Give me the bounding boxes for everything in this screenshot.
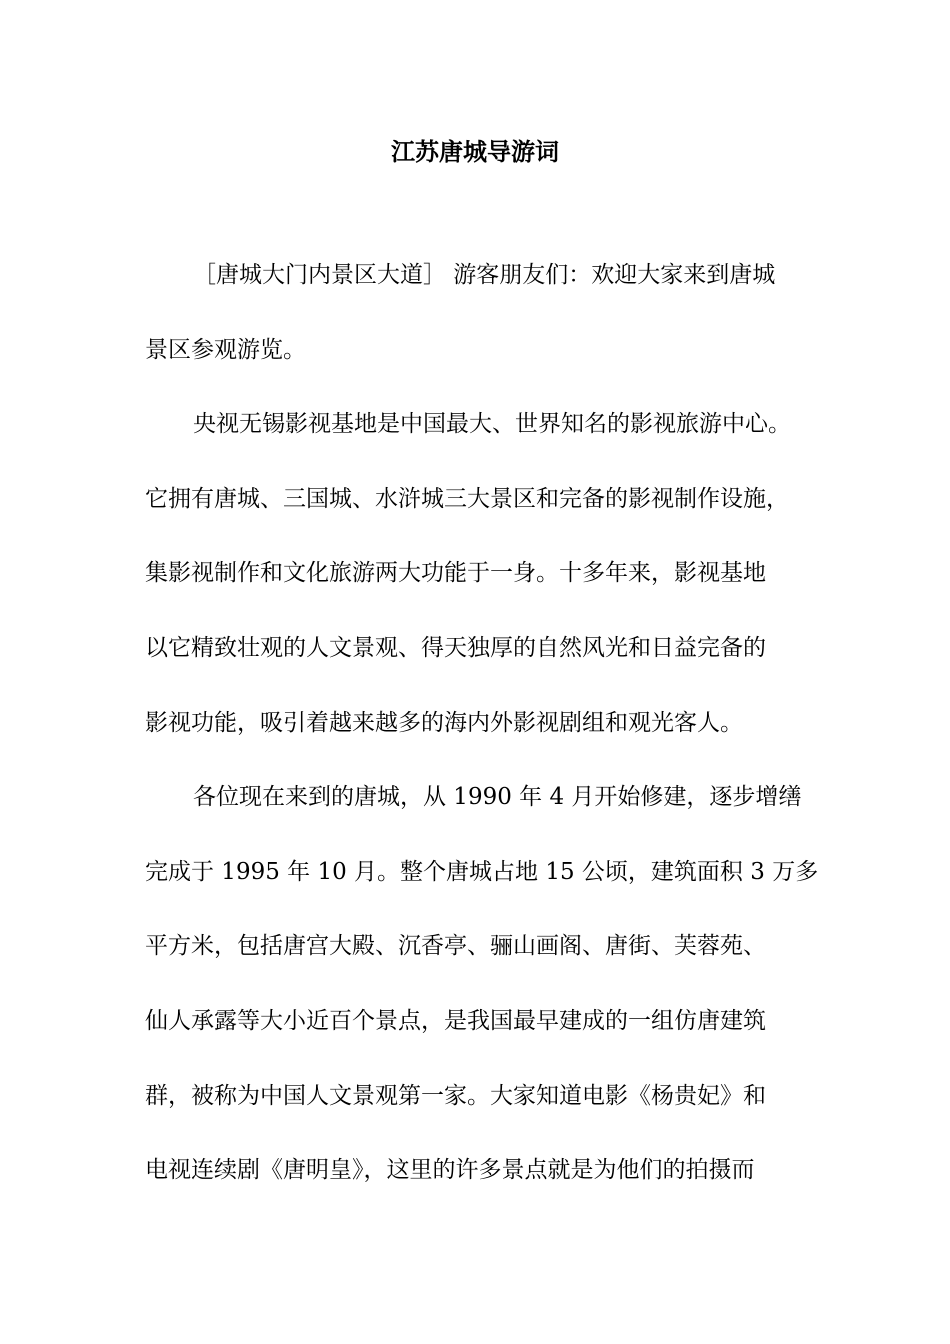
paragraph-2-line-2: 它拥有唐城、三国城、水浒城三大景区和完备的影视制作设施， — [145, 486, 789, 512]
paragraph-3-line-3: 平方米，包括唐宫大殿、沉香亭、骊山画阁、唐街、芙蓉苑、 — [145, 933, 766, 959]
paragraph-2-line-4: 以它精致壮观的人文景观、得天独厚的自然风光和日益完备的 — [145, 635, 766, 661]
document-title: 江苏唐城导游词 — [391, 137, 559, 166]
paragraph-2-line-3: 集影视制作和文化旅游两大功能于一身。十多年来，影视基地 — [145, 560, 766, 586]
paragraph-3-line-6: 电视连续剧《唐明皇》，这里的许多景点就是为他们的拍摄而 — [145, 1157, 755, 1183]
paragraph-3-line-2: 完成于 1995 年 10 月。整个唐城占地 15 公顷，建筑面积 3 万多 — [145, 859, 819, 885]
paragraph-2-line-1: 央视无锡影视基地是中国最大、世界知名的影视旅游中心。 — [193, 411, 791, 437]
paragraph-3-line-4: 仙人承露等大小近百个景点，是我国最早建成的一组仿唐建筑 — [145, 1008, 766, 1034]
paragraph-3-line-1: 各位现在来到的唐城，从 1990 年 4 月开始修建，逐步增缮 — [193, 784, 802, 810]
paragraph-2-line-5: 影视功能，吸引着越来越多的海内外影视剧组和观光客人。 — [145, 710, 743, 736]
paragraph-1-line-1: ［唐城大门内景区大道］ 游客朋友们：欢迎大家来到唐城 — [193, 262, 776, 288]
paragraph-1-line-2: 景区参观游览。 — [145, 337, 306, 363]
paragraph-3-line-5: 群，被称为中国人文景观第一家。大家知道电影《杨贵妃》和 — [145, 1083, 766, 1109]
